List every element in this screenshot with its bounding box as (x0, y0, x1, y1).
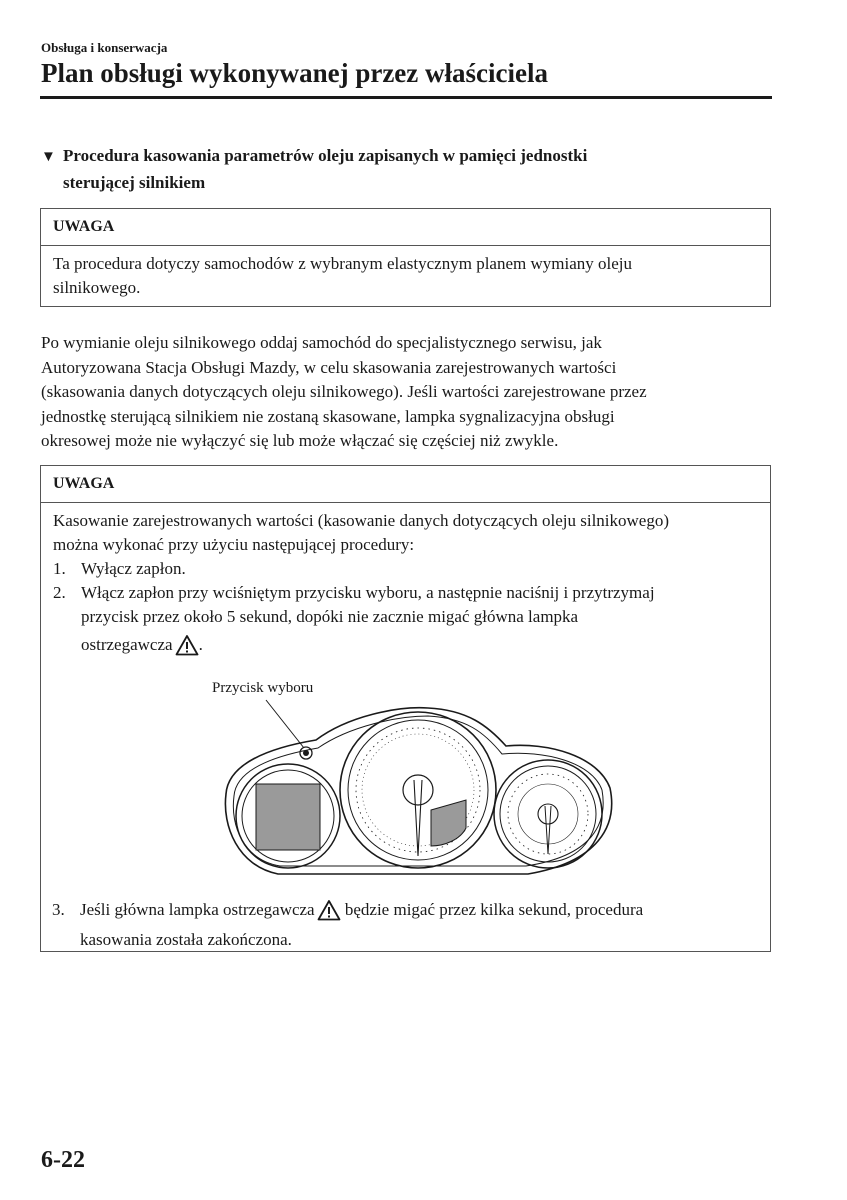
step-text: będzie migać przez kilka sekund, procedura (344, 900, 644, 919)
note-intro-line: można wykonać przy użyciu następującej procedury: (53, 535, 415, 554)
right-gauge (494, 760, 602, 868)
warning-triangle-icon (317, 899, 341, 928)
paragraph-line: Autoryzowana Stacja Obsługi Mazdy, w celu skasowania zarejestrowanych wartości (41, 357, 617, 377)
step-number: 2. (53, 583, 66, 602)
procedure-heading-line2: sterującej silnikiem (63, 173, 206, 192)
step-text: przycisk przez około 5 sekund, dopóki nie zacznie migać główna lampka (81, 607, 579, 626)
step-text: ostrzegawcza (81, 635, 173, 654)
procedure-step-2 (53, 581, 758, 663)
warning-triangle-icon (175, 634, 199, 663)
step-text-with-icon (80, 898, 643, 928)
paragraph-line: okresowej może nie wyłączyć się lub może włączać się częściej niż zwykle. (41, 431, 559, 450)
procedure-heading-line1: Procedura kasowania parametrów oleju zapisanych w pamięci jednostki (63, 146, 588, 165)
note-body (41, 503, 770, 669)
left-display (236, 764, 340, 868)
step-text: Włącz zapłon przy wciśniętym przycisku wyboru, a następnie naciśnij i przytrzymaj (81, 583, 655, 602)
note-body (41, 246, 770, 306)
procedure-heading (41, 143, 741, 195)
step-text: Wyłącz zapłon. (81, 559, 186, 578)
note-intro-line: Kasowanie zarejestrowanych wartości (kasowanie danych dotyczących oleju silnikowego) (53, 511, 670, 530)
select-button-callout-label: Przycisk wyboru (212, 680, 314, 696)
paragraph-line: Po wymianie oleju silnikowego oddaj samochód do specjalistycznego serwisu, jak (41, 333, 602, 352)
paragraph-line: (skasowania danych dotyczących oleju silnikowego). Jeśli wartości zarejestrowane przez (41, 382, 647, 401)
note-box-applicability (40, 208, 771, 307)
step-text-with-icon (81, 633, 655, 663)
body-paragraph (41, 331, 776, 454)
section-label: Obsługa i konserwacja (41, 40, 168, 55)
triangle-marker-icon: ▼ (41, 149, 56, 165)
step-text: kasowania została zakończona. (80, 930, 292, 949)
step-text: . (198, 635, 203, 654)
procedure-step-3 (52, 898, 762, 952)
procedure-step-1 (53, 557, 758, 581)
step-text: Jeśli główna lampka ostrzegawcza (80, 900, 315, 919)
page-title: Plan obsługi wykonywanej przez właściciela (41, 58, 548, 88)
paragraph-line: jednostkę sterującą silnikiem nie zostaną skasowane, lampka sygnalizacyjna obsługi (41, 406, 615, 426)
step-number: 3. (52, 900, 65, 919)
page-number: 6-22 (41, 1147, 85, 1173)
title-divider (40, 96, 772, 99)
note-heading: UWAGA (41, 466, 770, 503)
instrument-cluster-illustration (198, 676, 628, 896)
note-line: silnikowego. (53, 278, 141, 297)
center-gauge (340, 712, 496, 868)
note-heading: UWAGA (41, 209, 770, 246)
step-number: 1. (53, 559, 66, 578)
note-line: Ta procedura dotyczy samochodów z wybranym elastycznym planem wymiany oleju (53, 254, 632, 273)
